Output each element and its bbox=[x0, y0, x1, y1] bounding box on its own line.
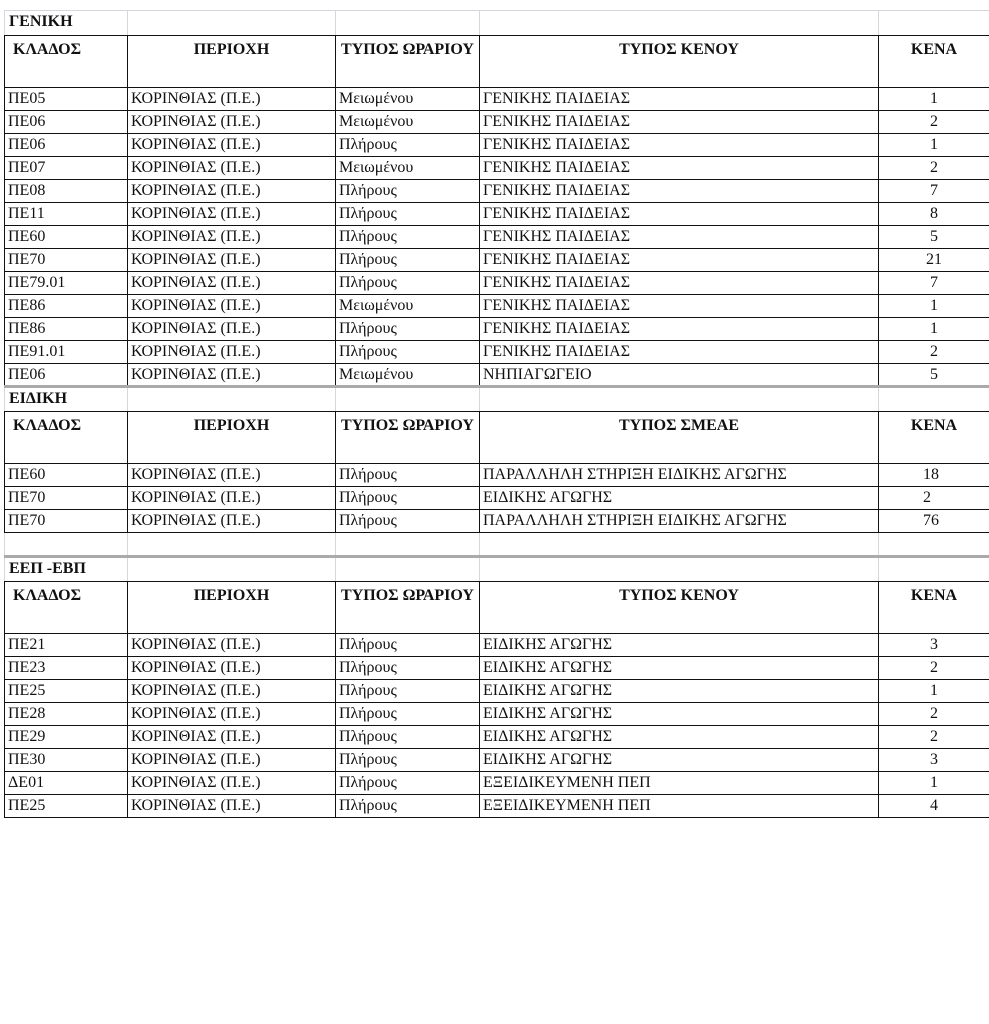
header-kena[interactable]: ΚΕΝΑ bbox=[879, 582, 989, 634]
cell-typos-orariou[interactable]: Πλήρους bbox=[336, 226, 480, 249]
section-title[interactable]: ΓΕΝΙΚΗ bbox=[5, 11, 128, 36]
cell-klados[interactable]: ΠΕ60 bbox=[5, 226, 128, 249]
header-klados[interactable]: ΚΛΑΔΟΣ bbox=[5, 412, 128, 464]
cell-typos-orariou[interactable]: Πλήρους bbox=[336, 703, 480, 726]
empty-cell[interactable] bbox=[5, 533, 128, 557]
cell-typos-kenou[interactable]: ΕΙΔΙΚΗΣ ΑΓΩΓΗΣ bbox=[480, 657, 879, 680]
header-klados[interactable]: ΚΛΑΔΟΣ bbox=[5, 582, 128, 634]
cell-periochi[interactable]: ΚΟΡΙΝΘΙΑΣ (Π.Ε.) bbox=[128, 510, 336, 533]
cell-klados[interactable]: ΠΕ06 bbox=[5, 364, 128, 387]
cell-periochi[interactable]: ΚΟΡΙΝΘΙΑΣ (Π.Ε.) bbox=[128, 341, 336, 364]
empty-cell[interactable] bbox=[128, 11, 336, 36]
cell-klados[interactable]: ΠΕ05 bbox=[5, 88, 128, 111]
empty-cell[interactable] bbox=[128, 533, 336, 557]
cell-periochi[interactable]: ΚΟΡΙΝΘΙΑΣ (Π.Ε.) bbox=[128, 203, 336, 226]
cell-typos-kenou[interactable]: ΕΙΔΙΚΗΣ ΑΓΩΓΗΣ bbox=[480, 680, 879, 703]
table-row bbox=[5, 134, 989, 157]
header-typos-orariou[interactable]: ΤΥΠΟΣ ΩΡΑΡΙΟΥ bbox=[336, 582, 480, 634]
cell-typos-orariou[interactable]: Μειωμένου bbox=[336, 157, 480, 180]
cell-typos-orariou[interactable]: Πλήρους bbox=[336, 180, 480, 203]
table-row bbox=[5, 318, 989, 341]
cell-periochi[interactable]: ΚΟΡΙΝΘΙΑΣ (Π.Ε.) bbox=[128, 487, 336, 510]
cell-periochi[interactable]: ΚΟΡΙΝΘΙΑΣ (Π.Ε.) bbox=[128, 157, 336, 180]
cell-klados[interactable]: ΔΕ01 bbox=[5, 772, 128, 795]
header-typos-orariou[interactable]: ΤΥΠΟΣ ΩΡΑΡΙΟΥ bbox=[336, 412, 480, 464]
cell-typos-orariou[interactable]: Πλήρους bbox=[336, 749, 480, 772]
header-row bbox=[5, 412, 989, 464]
cell-kena[interactable]: 21 bbox=[879, 249, 989, 272]
cell-periochi[interactable]: ΚΟΡΙΝΘΙΑΣ (Π.Ε.) bbox=[128, 726, 336, 749]
cell-kena[interactable]: 7 bbox=[879, 180, 989, 203]
table-row bbox=[5, 111, 989, 134]
cell-typos-orariou[interactable]: Πλήρους bbox=[336, 249, 480, 272]
cell-kena[interactable]: 2 bbox=[879, 657, 989, 680]
cell-typos-kenou[interactable]: ΠΑΡΑΛΛΗΛΗ ΣΤΗΡΙΞΗ ΕΙΔΙΚΗΣ ΑΓΩΓΗΣ bbox=[480, 510, 879, 533]
cell-klados[interactable]: ΠΕ25 bbox=[5, 795, 128, 818]
table-row bbox=[5, 703, 989, 726]
cell-typos-orariou[interactable]: Πλήρους bbox=[336, 726, 480, 749]
table-row bbox=[5, 657, 989, 680]
cell-typos-kenou[interactable]: ΓΕΝΙΚΗΣ ΠΑΙΔΕΙΑΣ bbox=[480, 157, 879, 180]
header-kena[interactable]: ΚΕΝΑ bbox=[879, 36, 989, 88]
cell-typos-kenou[interactable]: ΕΙΔΙΚΗΣ ΑΓΩΓΗΣ bbox=[480, 703, 879, 726]
cell-klados[interactable]: ΠΕ06 bbox=[5, 111, 128, 134]
cell-klados[interactable]: ΠΕ06 bbox=[5, 134, 128, 157]
cell-typos-kenou[interactable]: ΝΗΠΙΑΓΩΓΕΙΟ bbox=[480, 364, 879, 387]
cell-kena[interactable]: 5 bbox=[879, 364, 989, 387]
cell-kena[interactable]: 1 bbox=[879, 318, 989, 341]
cell-kena[interactable]: 3 bbox=[879, 634, 989, 657]
cell-klados[interactable]: ΠΕ08 bbox=[5, 180, 128, 203]
cell-typos-kenou[interactable]: ΕΞΕΙΔΙΚΕΥΜΕΝΗ ΠΕΠ bbox=[480, 795, 879, 818]
cell-typos-orariou[interactable]: Πλήρους bbox=[336, 341, 480, 364]
cell-typos-orariou[interactable]: Πλήρους bbox=[336, 657, 480, 680]
cell-klados[interactable]: ΠΕ79.01 bbox=[5, 272, 128, 295]
cell-periochi[interactable]: ΚΟΡΙΝΘΙΑΣ (Π.Ε.) bbox=[128, 226, 336, 249]
cell-typos-orariou[interactable]: Πλήρους bbox=[336, 795, 480, 818]
section-title-row bbox=[5, 387, 989, 412]
header-periochi[interactable]: ΠΕΡΙΟΧΗ bbox=[128, 36, 336, 88]
cell-typos-orariou[interactable]: Μειωμένου bbox=[336, 295, 480, 318]
table-row bbox=[5, 226, 989, 249]
cell-klados[interactable]: ΠΕ07 bbox=[5, 157, 128, 180]
cell-typos-kenou[interactable]: ΓΕΝΙΚΗΣ ΠΑΙΔΕΙΑΣ bbox=[480, 249, 879, 272]
table-row bbox=[5, 272, 989, 295]
empty-cell[interactable] bbox=[879, 557, 989, 582]
table-row bbox=[5, 680, 989, 703]
header-kena[interactable]: ΚΕΝΑ bbox=[879, 412, 989, 464]
cell-periochi[interactable]: ΚΟΡΙΝΘΙΑΣ (Π.Ε.) bbox=[128, 795, 336, 818]
cell-kena[interactable]: 8 bbox=[879, 203, 989, 226]
cell-periochi[interactable]: ΚΟΡΙΝΘΙΑΣ (Π.Ε.) bbox=[128, 634, 336, 657]
cell-kena[interactable]: 76 bbox=[879, 510, 989, 533]
cell-kena[interactable]: 3 bbox=[879, 749, 989, 772]
cell-typos-kenou[interactable]: ΕΞΕΙΔΙΚΕΥΜΕΝΗ ΠΕΠ bbox=[480, 772, 879, 795]
cell-kena[interactable]: 5 bbox=[879, 226, 989, 249]
empty-cell[interactable] bbox=[336, 387, 480, 412]
cell-typos-orariou[interactable]: Πλήρους bbox=[336, 680, 480, 703]
table-row bbox=[5, 180, 989, 203]
cell-typos-kenou[interactable]: ΓΕΝΙΚΗΣ ΠΑΙΔΕΙΑΣ bbox=[480, 203, 879, 226]
cell-periochi[interactable]: ΚΟΡΙΝΘΙΑΣ (Π.Ε.) bbox=[128, 295, 336, 318]
cell-typos-orariou[interactable]: Πλήρους bbox=[336, 634, 480, 657]
table-row bbox=[5, 487, 989, 510]
cell-kena[interactable]: 1 bbox=[879, 88, 989, 111]
cell-periochi[interactable]: ΚΟΡΙΝΘΙΑΣ (Π.Ε.) bbox=[128, 703, 336, 726]
table-row bbox=[5, 88, 989, 111]
vacancies-table bbox=[4, 10, 989, 818]
empty-cell[interactable] bbox=[879, 387, 989, 412]
cell-kena[interactable]: 1 bbox=[879, 295, 989, 318]
table-row bbox=[5, 157, 989, 180]
cell-periochi[interactable]: ΚΟΡΙΝΘΙΑΣ (Π.Ε.) bbox=[128, 88, 336, 111]
cell-kena[interactable]: 2 bbox=[879, 157, 989, 180]
cell-periochi[interactable]: ΚΟΡΙΝΘΙΑΣ (Π.Ε.) bbox=[128, 134, 336, 157]
section-title[interactable]: ΕΙΔΙΚΗ bbox=[5, 387, 128, 412]
cell-periochi[interactable]: ΚΟΡΙΝΘΙΑΣ (Π.Ε.) bbox=[128, 772, 336, 795]
cell-typos-orariou[interactable]: Πλήρους bbox=[336, 134, 480, 157]
cell-periochi[interactable]: ΚΟΡΙΝΘΙΑΣ (Π.Ε.) bbox=[128, 364, 336, 387]
cell-periochi[interactable]: ΚΟΡΙΝΘΙΑΣ (Π.Ε.) bbox=[128, 111, 336, 134]
cell-typos-orariou[interactable]: Πλήρους bbox=[336, 318, 480, 341]
cell-periochi[interactable]: ΚΟΡΙΝΘΙΑΣ (Π.Ε.) bbox=[128, 749, 336, 772]
header-periochi[interactable]: ΠΕΡΙΟΧΗ bbox=[128, 412, 336, 464]
empty-cell[interactable] bbox=[480, 11, 879, 36]
cell-typos-orariou[interactable]: Πλήρους bbox=[336, 487, 480, 510]
cell-typos-kenou[interactable]: ΓΕΝΙΚΗΣ ΠΑΙΔΕΙΑΣ bbox=[480, 272, 879, 295]
cell-periochi[interactable]: ΚΟΡΙΝΘΙΑΣ (Π.Ε.) bbox=[128, 464, 336, 487]
cell-klados[interactable]: ΠΕ29 bbox=[5, 726, 128, 749]
empty-cell[interactable] bbox=[480, 387, 879, 412]
cell-kena[interactable]: 7 bbox=[879, 272, 989, 295]
header-typos-kenou[interactable]: ΤΥΠΟΣ ΣΜΕΑΕ bbox=[480, 412, 879, 464]
cell-typos-kenou[interactable]: ΓΕΝΙΚΗΣ ΠΑΙΔΕΙΑΣ bbox=[480, 226, 879, 249]
cell-kena[interactable]: 2 bbox=[879, 703, 989, 726]
cell-typos-kenou[interactable]: ΕΙΔΙΚΗΣ ΑΓΩΓΗΣ bbox=[480, 487, 879, 510]
cell-klados[interactable]: ΠΕ25 bbox=[5, 680, 128, 703]
cell-kena[interactable]: 2 bbox=[879, 111, 989, 134]
empty-cell[interactable] bbox=[336, 533, 480, 557]
cell-kena[interactable]: 1 bbox=[879, 134, 989, 157]
table-row bbox=[5, 749, 989, 772]
table-row bbox=[5, 510, 989, 533]
cell-klados[interactable]: ΠΕ11 bbox=[5, 203, 128, 226]
table-row bbox=[5, 249, 989, 272]
empty-cell[interactable] bbox=[879, 533, 989, 557]
cell-klados[interactable]: ΠΕ86 bbox=[5, 318, 128, 341]
table-row bbox=[5, 772, 989, 795]
empty-cell[interactable] bbox=[480, 557, 879, 582]
table-row bbox=[5, 295, 989, 318]
cell-kena[interactable]: 2 bbox=[879, 726, 989, 749]
section-title-row bbox=[5, 557, 989, 582]
cell-periochi[interactable]: ΚΟΡΙΝΘΙΑΣ (Π.Ε.) bbox=[128, 272, 336, 295]
cell-typos-orariou[interactable]: Μειωμένου bbox=[336, 364, 480, 387]
cell-klados[interactable]: ΠΕ70 bbox=[5, 249, 128, 272]
cell-typos-kenou[interactable]: ΓΕΝΙΚΗΣ ΠΑΙΔΕΙΑΣ bbox=[480, 88, 879, 111]
cell-typos-orariou[interactable]: Πλήρους bbox=[336, 510, 480, 533]
cell-kena[interactable]: 1 bbox=[879, 680, 989, 703]
table-row bbox=[5, 795, 989, 818]
cell-klados[interactable]: ΠΕ70 bbox=[5, 510, 128, 533]
cell-kena[interactable]: 4 bbox=[879, 795, 989, 818]
header-row bbox=[5, 582, 989, 634]
cell-periochi[interactable]: ΚΟΡΙΝΘΙΑΣ (Π.Ε.) bbox=[128, 318, 336, 341]
cell-typos-orariou[interactable]: Μειωμένου bbox=[336, 111, 480, 134]
cell-typos-kenou[interactable]: ΓΕΝΙΚΗΣ ΠΑΙΔΕΙΑΣ bbox=[480, 341, 879, 364]
empty-cell[interactable] bbox=[336, 557, 480, 582]
cell-kena[interactable]: 1 bbox=[879, 772, 989, 795]
cell-klados[interactable]: ΠΕ28 bbox=[5, 703, 128, 726]
header-klados[interactable]: ΚΛΑΔΟΣ bbox=[5, 36, 128, 88]
cell-typos-kenou[interactable]: ΓΕΝΙΚΗΣ ΠΑΙΔΕΙΑΣ bbox=[480, 180, 879, 203]
cell-periochi[interactable]: ΚΟΡΙΝΘΙΑΣ (Π.Ε.) bbox=[128, 680, 336, 703]
cell-typos-kenou[interactable]: ΓΕΝΙΚΗΣ ΠΑΙΔΕΙΑΣ bbox=[480, 318, 879, 341]
cell-periochi[interactable]: ΚΟΡΙΝΘΙΑΣ (Π.Ε.) bbox=[128, 180, 336, 203]
cell-typos-kenou[interactable]: ΕΙΔΙΚΗΣ ΑΓΩΓΗΣ bbox=[480, 726, 879, 749]
cell-klados[interactable]: ΠΕ21 bbox=[5, 634, 128, 657]
table-row bbox=[5, 203, 989, 226]
cell-klados[interactable]: ΠΕ86 bbox=[5, 295, 128, 318]
cell-typos-orariou[interactable]: Μειωμένου bbox=[336, 88, 480, 111]
cell-klados[interactable]: ΠΕ70 bbox=[5, 487, 128, 510]
cell-periochi[interactable]: ΚΟΡΙΝΘΙΑΣ (Π.Ε.) bbox=[128, 657, 336, 680]
cell-klados[interactable]: ΠΕ30 bbox=[5, 749, 128, 772]
table-row bbox=[5, 634, 989, 657]
empty-cell[interactable] bbox=[336, 11, 480, 36]
cell-typos-orariou[interactable]: Πλήρους bbox=[336, 772, 480, 795]
header-typos-kenou[interactable]: ΤΥΠΟΣ ΚΕΝΟΥ bbox=[480, 36, 879, 88]
empty-cell[interactable] bbox=[128, 557, 336, 582]
cell-kena[interactable]: 2 bbox=[879, 487, 989, 510]
cell-kena[interactable]: 2 bbox=[879, 341, 989, 364]
cell-kena[interactable]: 18 bbox=[879, 464, 989, 487]
empty-cell[interactable] bbox=[879, 11, 989, 36]
spacer-row bbox=[5, 533, 989, 557]
empty-cell[interactable] bbox=[128, 387, 336, 412]
header-row bbox=[5, 36, 989, 88]
cell-typos-kenou[interactable]: ΓΕΝΙΚΗΣ ΠΑΙΔΕΙΑΣ bbox=[480, 111, 879, 134]
table-row bbox=[5, 726, 989, 749]
header-typos-orariou[interactable]: ΤΥΠΟΣ ΩΡΑΡΙΟΥ bbox=[336, 36, 480, 88]
empty-cell[interactable] bbox=[480, 533, 879, 557]
cell-typos-orariou[interactable]: Πλήρους bbox=[336, 272, 480, 295]
vacancies-spreadsheet bbox=[4, 10, 989, 818]
cell-typos-kenou[interactable]: ΓΕΝΙΚΗΣ ΠΑΙΔΕΙΑΣ bbox=[480, 295, 879, 318]
cell-typos-orariou[interactable]: Πλήρους bbox=[336, 464, 480, 487]
cell-klados[interactable]: ΠΕ60 bbox=[5, 464, 128, 487]
table-body bbox=[5, 11, 989, 818]
cell-typos-orariou[interactable]: Πλήρους bbox=[336, 203, 480, 226]
section-title[interactable]: ΕΕΠ -ΕΒΠ bbox=[5, 557, 128, 582]
cell-typos-kenou[interactable]: ΠΑΡΑΛΛΗΛΗ ΣΤΗΡΙΞΗ ΕΙΔΙΚΗΣ ΑΓΩΓΗΣ bbox=[480, 464, 879, 487]
table-row bbox=[5, 464, 989, 487]
cell-typos-kenou[interactable]: ΕΙΔΙΚΗΣ ΑΓΩΓΗΣ bbox=[480, 634, 879, 657]
cell-periochi[interactable]: ΚΟΡΙΝΘΙΑΣ (Π.Ε.) bbox=[128, 249, 336, 272]
header-periochi[interactable]: ΠΕΡΙΟΧΗ bbox=[128, 582, 336, 634]
cell-klados[interactable]: ΠΕ23 bbox=[5, 657, 128, 680]
cell-typos-kenou[interactable]: ΓΕΝΙΚΗΣ ΠΑΙΔΕΙΑΣ bbox=[480, 134, 879, 157]
table-row bbox=[5, 341, 989, 364]
section-title-row bbox=[5, 11, 989, 36]
cell-typos-kenou[interactable]: ΕΙΔΙΚΗΣ ΑΓΩΓΗΣ bbox=[480, 749, 879, 772]
header-typos-kenou[interactable]: ΤΥΠΟΣ ΚΕΝΟΥ bbox=[480, 582, 879, 634]
table-row bbox=[5, 364, 989, 387]
cell-klados[interactable]: ΠΕ91.01 bbox=[5, 341, 128, 364]
